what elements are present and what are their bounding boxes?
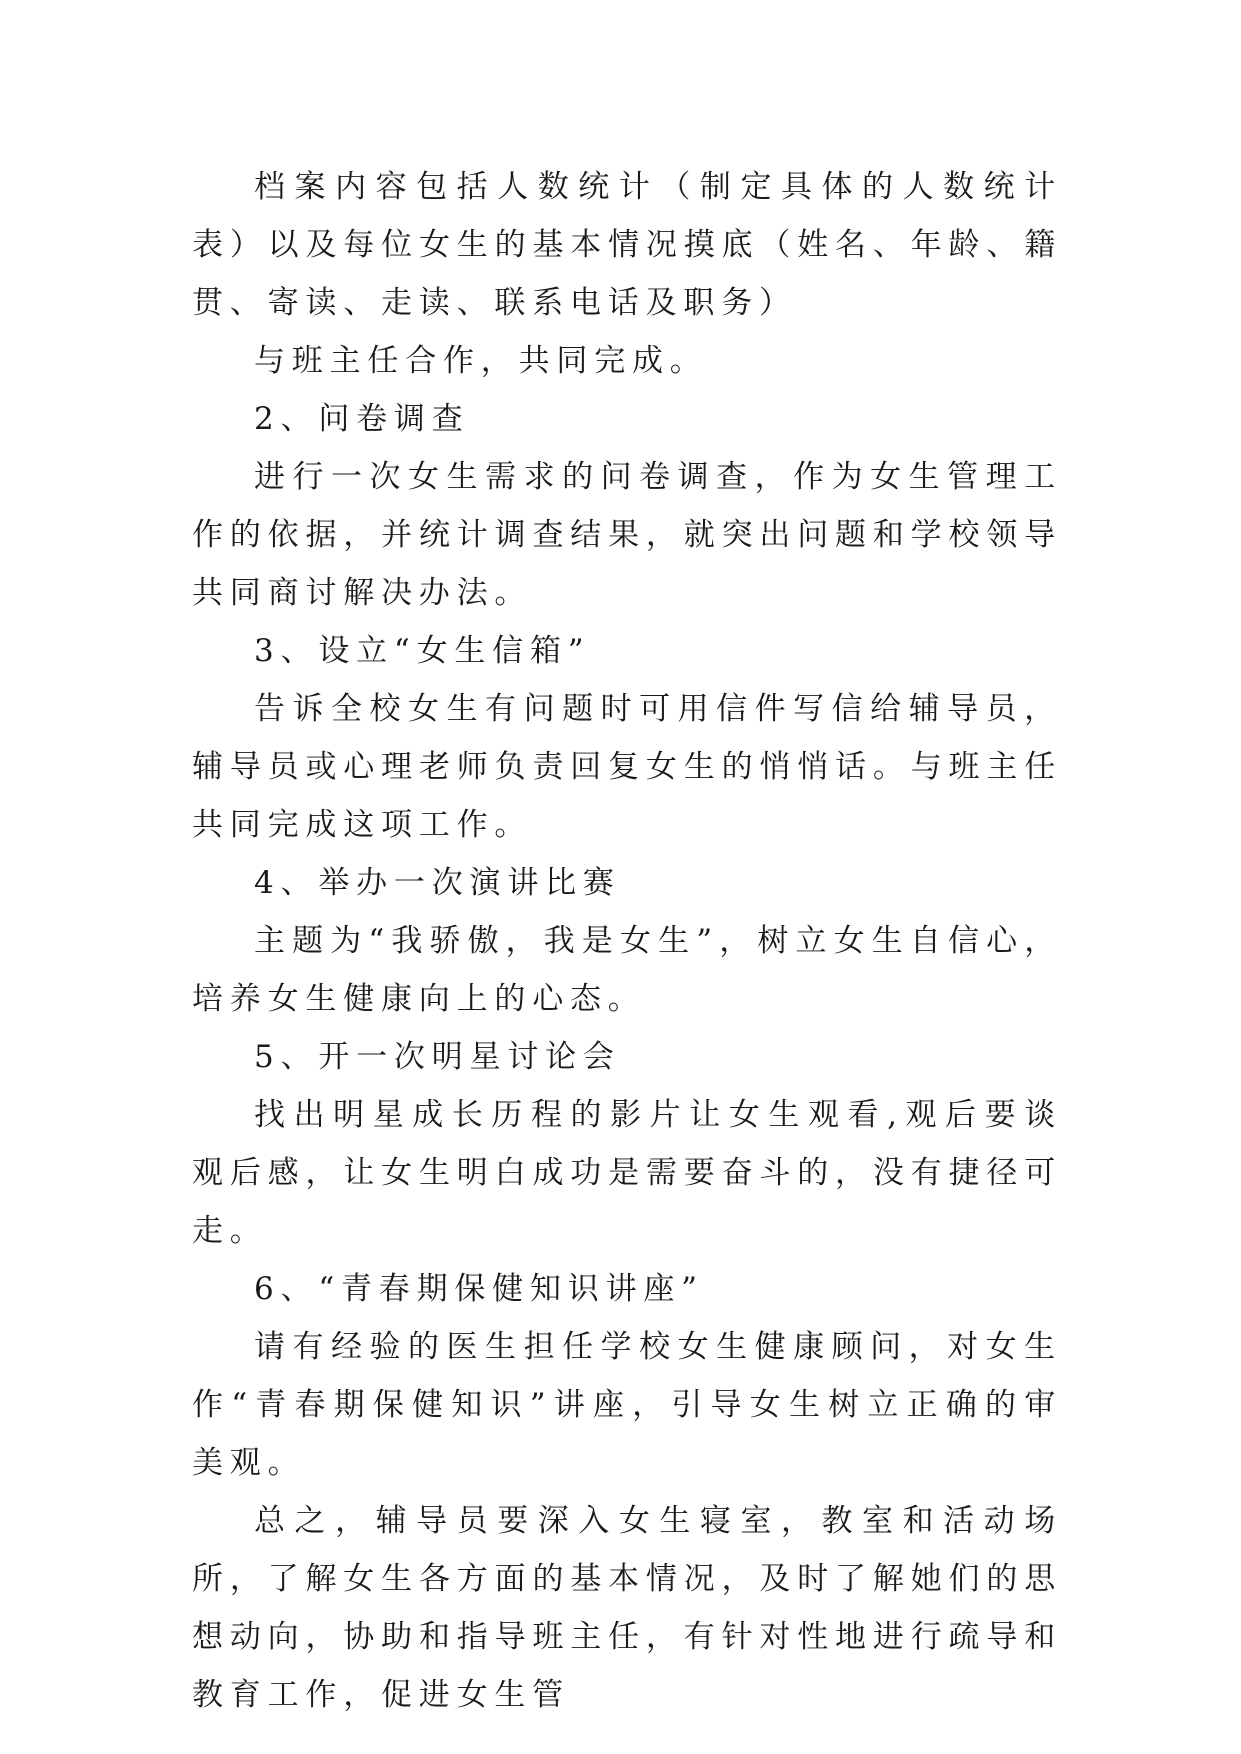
paragraph-questionnaire: 进行一次女生需求的问卷调查，作为女生管理工作的依据，并统计调查结果，就突出问题和学校领导共同商讨解决办法。 (192, 459, 1062, 611)
heading-health-lecture: 6、“青春期保健知识讲座” (254, 1271, 704, 1307)
heading-star-discussion: 5、开一次明星讨论会 (254, 1039, 621, 1075)
paragraph-health-lecture: 请有经验的医生担任学校女生健康顾问，对女生作“青春期保健知识”讲座，引导女生树立正确的审美观。 (192, 1329, 1063, 1481)
paragraph-mailbox: 告诉全校女生有问题时可用信件写信给辅导员，辅导员或心理老师负责回复女生的悄悄话。与班主任共同完成这项工作。 (192, 691, 1062, 843)
heading-mailbox: 3、设立“女生信箱” (254, 633, 591, 669)
heading-speech-contest: 4、举办一次演讲比赛 (254, 865, 621, 901)
document-body (192, 158, 1062, 1724)
paragraph-archive-content: 档案内容包括人数统计（制定具体的人数统计表）以及每位女生的基本情况摸底（姓名、年龄、籍贯、寄读、走读、联系电话及职务） (192, 169, 1062, 321)
paragraph-star-discussion: 找出明星成长历程的影片让女生观看,观后要谈观后感，让女生明白成功是需要奋斗的，没有捷径可走。 (192, 1097, 1062, 1249)
paragraph-speech-contest: 主题为“我骄傲，我是女生”，树立女生自信心，培养女生健康向上的心态。 (192, 923, 1062, 1017)
paragraph-summary: 总之，辅导员要深入女生寝室，教室和活动场所，了解女生各方面的基本情况，及时了解她们的思想动向，协助和指导班主任，有针对性地进行疏导和教育工作，促进女生管 (192, 1503, 1062, 1713)
paragraph-cooperate-teacher: 与班主任合作，共同完成。 (254, 343, 708, 379)
heading-questionnaire: 2、问卷调查 (254, 401, 470, 437)
